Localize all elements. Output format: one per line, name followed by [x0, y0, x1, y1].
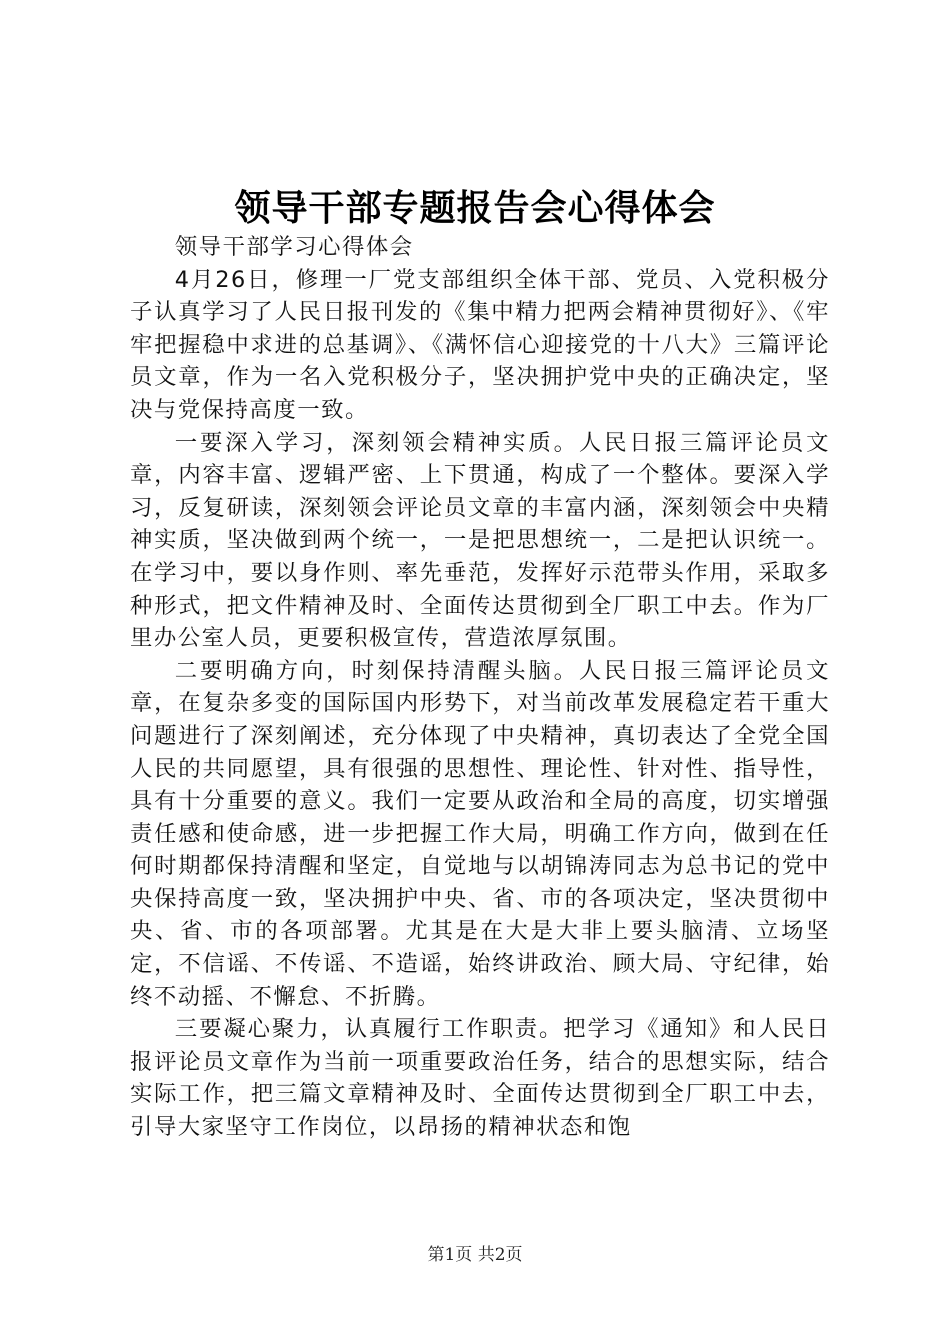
document-body — [130, 231, 830, 1144]
page-number-footer: 第1页 共2页 — [427, 1245, 523, 1265]
paragraph-point-two: 二要明确方向，时刻保持清醒头脑。人民日报三篇评论员文章，在复杂多变的国际国内形势下，对当前改革发展稳定若干重大问题进行了深刻阐述，充分体现了中央精神，真切表达了全党全国人民的共同愿望，具有很强的思想性、理论性、针对性、指导性，具有十分重要的意义。我们一定要从政治和全局的高度，切实增强责任感和使命感，进一步把握工作大局，明确工作方向，做到在任何时期都保持清醒和坚定，自觉地与以胡锦涛同志为总书记的党中央保持高度一致，坚决拥护中央、省、市的各项决定，坚决贯彻中央、省、市的各项部署。尤其是在大是大非上要头脑清、立场坚定，不信谣、不传谣、不造谣，始终讲政治、顾大局、守纪律，始终不动摇、不懈怠、不折腾。 — [130, 657, 830, 1010]
paragraph-point-three: 三要凝心聚力，认真履行工作职责。把学习《通知》和人民日报评论员文章作为当前一项重要政治任务，结合的思想实际，结合实际工作，把三篇文章精神及时、全面传达贯彻到全厂职工中去，引导大家坚守工作岗位，以昂扬的精神状态和饱 — [130, 1016, 830, 1141]
paragraph-subtitle: 领导干部学习心得体会 — [174, 234, 414, 260]
document-title: 领导干部专题报告会心得体会 — [234, 187, 716, 229]
paragraph-intro: 4月26日，修理一厂党支部组织全体干部、党员、入党积极分子认真学习了人民日报刊发的《集中精力把两会精神贯彻好》、《牢牢把握稳中求进的总基调》、《满怀信心迎接党的十八大》三篇评论员文章，作为一名入党积极分子，坚决拥护党中央的正确决定，坚决与党保持高度一致。 — [130, 266, 830, 423]
paragraph-point-one: 一要深入学习，深刻领会精神实质。人民日报三篇评论员文章，内容丰富、逻辑严密、上下贯通，构成了一个整体。要深入学习，反复研读，深刻领会评论员文章的丰富内涵，深刻领会中央精神实质，坚决做到两个统一，一是把思想统一，二是把认识统一。在学习中，要以身作则、率先垂范，发挥好示范带头作用，采取多种形式，把文件精神及时、全面传达贯彻到全厂职工中去。作为厂里办公室人员，更要积极宣传，营造浓厚氛围。 — [130, 429, 830, 652]
